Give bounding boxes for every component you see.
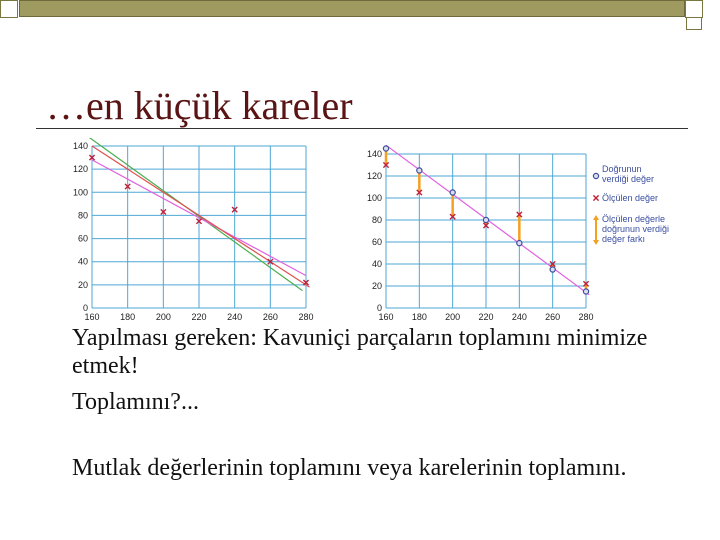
y-tick-label: 140 bbox=[366, 149, 382, 159]
slide-header-bar bbox=[19, 0, 685, 17]
x-tick-label: 200 bbox=[155, 312, 171, 322]
x-tick-label: 240 bbox=[227, 312, 243, 322]
legend-residual-arrow-up bbox=[593, 215, 599, 220]
y-tick-label: 60 bbox=[371, 237, 382, 247]
x-tick-label: 160 bbox=[378, 312, 394, 322]
y-tick-label: 20 bbox=[371, 281, 382, 291]
predicted-point bbox=[450, 190, 455, 195]
x-tick-label: 160 bbox=[84, 312, 100, 322]
corner-square-right-inner bbox=[686, 17, 702, 30]
title-underline bbox=[36, 128, 688, 129]
legend-label-predicted: Doğrunun verdiği değer bbox=[602, 164, 655, 184]
y-tick-label: 80 bbox=[77, 210, 88, 221]
x-tick-label: 240 bbox=[511, 312, 527, 322]
y-tick-label: 120 bbox=[72, 164, 88, 175]
y-tick-label: 20 bbox=[77, 279, 88, 290]
x-tick-label: 260 bbox=[262, 312, 278, 322]
chart-legend bbox=[593, 164, 669, 245]
y-tick-label: 40 bbox=[77, 256, 88, 267]
predicted-point bbox=[383, 146, 388, 151]
corner-square-right bbox=[685, 0, 703, 18]
legend-predicted-marker bbox=[593, 173, 598, 178]
y-tick-label: 120 bbox=[366, 171, 382, 181]
y-tick-label: 60 bbox=[77, 233, 88, 244]
x-tick-label: 220 bbox=[478, 312, 494, 322]
predicted-point bbox=[483, 217, 488, 222]
left-scatter-chart bbox=[60, 138, 324, 324]
y-tick-label: 80 bbox=[371, 215, 382, 225]
predicted-point bbox=[583, 289, 588, 294]
x-tick-label: 280 bbox=[578, 312, 594, 322]
x-tick-label: 260 bbox=[545, 312, 561, 322]
predicted-point bbox=[550, 267, 555, 272]
x-tick-label: 180 bbox=[120, 312, 136, 322]
legend-label-measured: Ölçülen değer bbox=[602, 193, 659, 203]
bullet-3: Mutlak değerlerinin toplamını veya karelerinin toplamını. bbox=[72, 455, 627, 481]
x-tick-label: 180 bbox=[411, 312, 427, 322]
predicted-point bbox=[517, 241, 522, 246]
y-tick-label: 140 bbox=[72, 141, 88, 151]
corner-square-left bbox=[0, 0, 18, 18]
x-tick-label: 200 bbox=[445, 312, 461, 322]
x-tick-label: 220 bbox=[191, 312, 207, 322]
legend-label-residual: Ölçülen değerle doğrunun verdiği değer farkı bbox=[602, 214, 670, 244]
y-tick-label: 100 bbox=[72, 187, 88, 198]
y-tick-label: 100 bbox=[366, 193, 382, 203]
bullet-2: Toplamını?... bbox=[72, 389, 199, 415]
right-scatter-chart bbox=[360, 140, 696, 324]
y-tick-label: 40 bbox=[371, 259, 382, 269]
y-tick-label: 0 bbox=[82, 303, 88, 313]
x-tick-label: 280 bbox=[298, 312, 314, 322]
bullet-1: Yapılması gereken: Kavuniçi parçaların toplamını minimize etmek! bbox=[72, 325, 648, 379]
y-tick-label: 0 bbox=[376, 303, 382, 313]
legend-residual-arrow-down bbox=[593, 240, 599, 245]
predicted-point bbox=[417, 168, 422, 173]
fit-line-red bbox=[92, 146, 310, 287]
slide-title: …en küçük kareler bbox=[46, 83, 353, 128]
